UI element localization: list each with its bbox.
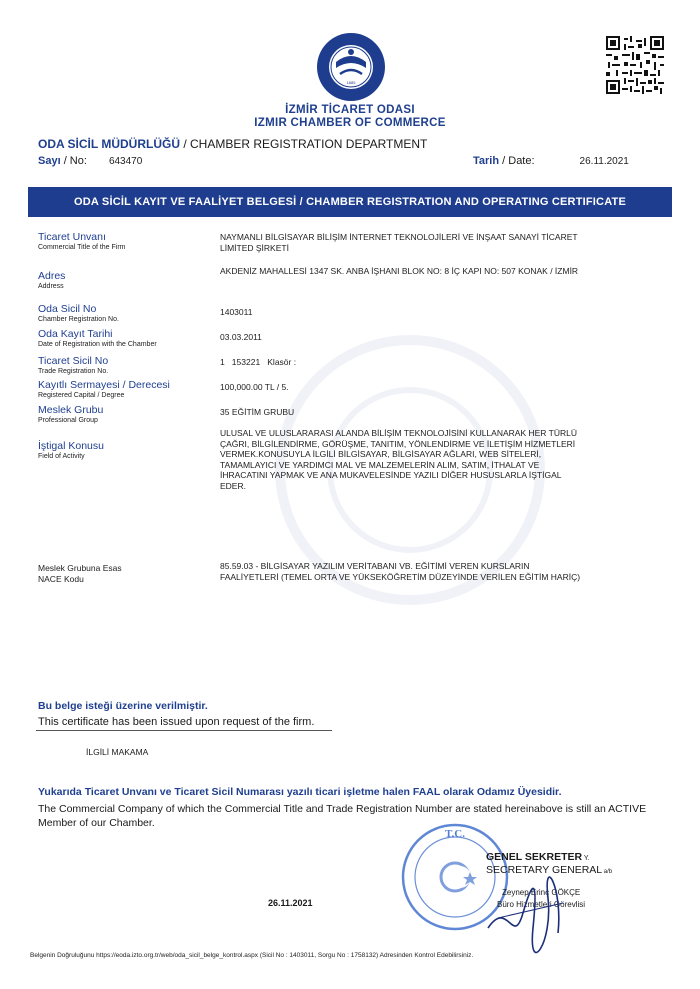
department-tr: ODA SİCİL MÜDÜRLÜĞÜ [38,137,180,151]
sayi-label-en: / No: [60,155,87,167]
label-tr: Oda Sicil No [38,303,97,315]
signer-name: Zeynep Erinç GÖKÇE [502,888,581,897]
title-line-2: LİMİTED ŞİRKETİ [220,242,289,253]
field-label-nace [38,563,122,585]
handwritten-signature-icon [478,858,581,958]
recipient: İLGİLİ MAKAMA [86,747,149,757]
verification-footer: Belgenin Doğruluğunu https://eoda.izto.org.tr/web/oda_sicil_belge_kontrol.aspx (Sicil No : 1403011, Sorgu No : 1758132) Adresinden Kontrol Edebilirsiniz. [30,952,474,959]
divider [36,730,332,731]
field-label-trade-no [38,355,208,377]
certificate-title-banner: ODA SİCİL KAYIT VE FAALİYET BELGESİ / CHAMBER REGISTRATION AND OPERATING CERTIFICATE [28,187,672,217]
stamp-text: T.C. [445,828,465,840]
title-line-1: NAYMANLI BİLGİSAYAR BİLİŞİM İNTERNET TEKNOLOJİLERİ VE İNŞAAT SANAYİ TİCARET [220,232,578,242]
title-tr-suffix: Y. [582,855,590,862]
field-value-capital: 100,000.00 TL / 5. [220,382,289,392]
label-en: Date of Registration with the Chamber [38,341,157,348]
field-label-address [38,270,208,292]
label-tr: Ticaret Sicil No [38,355,109,367]
tarih-label-tr: Tarih [473,155,500,167]
title-en-suffix: a/b [602,869,613,875]
signature-date: 26.11.2021 [268,898,313,908]
field-value-address: AKDENİZ MAHALLESİ 1347 SK. ANBA İŞHANI BLOK NO: 8 İÇ KAPI NO: 507 KONAK / İZMİR [220,266,579,276]
label-en: Address [38,283,64,290]
label-en: Professional Group [38,417,98,424]
label-tr: Ticaret Unvanı [38,231,106,243]
field-label-group [38,404,208,426]
activity-line: TAMAMLAYICI VE YARDIMCI MAL VE MALZEMELERİN ALIM, SATIM, İTHALAT VE [220,459,540,470]
field-value-reg-date: 03.03.2011 [220,332,262,342]
label-en: Chamber Registration No. [38,316,119,323]
title-en: SECRETARY GENERAL [486,864,603,876]
nace-label-line-1: Meslek Grubuna Esas [38,563,122,573]
qr-code-icon [606,36,664,94]
nace-line-2: FAALİYETLERİ (TEMEL ORTA VE YÜKSEKÖĞRETİM DÜZEYİNDE VERİLEN EĞİTİM HARİÇ) [220,571,581,582]
activity-line: İHRACATINI YAPMAK VE ANA MUKAVELESİNDE YAZILI DİĞER HUSUSLARLA İŞTİGAL [220,470,562,480]
department-heading [38,137,427,151]
document-number [38,155,142,168]
chamber-name-en: IZMIR CHAMBER OF COMMERCE [254,117,446,129]
field-label-capital [38,379,208,401]
field-label-chamber-no [38,303,208,325]
label-tr: Oda Kayıt Tarihi [38,328,113,340]
label-tr: Kayıtlı Sermayesi / Derecesi [38,379,170,391]
title-tr: GENEL SEKRETER [486,851,583,863]
field-value-chamber-no: 1403011 [220,307,253,317]
active-statement-en: The Commercial Company of which the Commercial Title and Trade Registration Number are stated hereinabove is still an ACTIVE Member of our Chamber. [38,803,647,829]
sayi-value: 643470 [108,156,143,167]
label-en: Registered Capital / Degree [38,392,125,399]
field-value-trade-no: 1 153221 Klasör : [220,357,297,367]
label-en: Trade Registration No. [38,368,109,375]
tarih-value: 26.11.2021 [579,156,629,167]
activity-line: VERMEK.KONUSUYLA İLGİLİ BİLGİSAYAR, BİLGİSAYAR AĞLARI, WEB SİTELERİ, [220,449,542,459]
activity-line: EDER. [220,480,246,491]
sayi-label-tr: Sayı [38,155,61,167]
label-tr: İştigal Konusu [38,440,104,452]
activity-line: ÇAĞRI, BİLGİLENDİRME, GÖRÜŞME, TANITIM, YÖNLENDİRME VE İLETİŞİM HİZMETLERİ [220,438,576,449]
nace-line-1: 85.59.03 - BİLGİSAYAR YAZILIM VERİTABANI VB. EĞİTİMİ VEREN KURSLARIN [220,561,530,571]
department-en: / CHAMBER REGISTRATION DEPARTMENT [180,137,428,151]
field-value-activity [220,428,665,491]
field-label-reg-date [38,328,208,350]
label-en: Commercial Title of the Firm [38,244,126,251]
document-date [473,155,629,168]
label-en: Field of Activity [38,453,85,460]
request-note-tr: Bu belge isteği üzerine verilmiştir. [38,700,208,712]
field-value-title [220,232,665,253]
tarih-label-en: / Date: [499,155,535,167]
nace-label-line-2: NACE Kodu [38,574,84,584]
izto-logo-icon [316,32,386,102]
label-tr: Meslek Grubu [38,404,104,416]
activity-line: ULUSAL VE ULUSLARARASI ALANDA BİLİŞİM TEKNOLOJİSİNİ KULLANARAK HER TÜRLÜ [220,428,577,438]
field-value-group: 35 EĞİTİM GRUBU [220,407,295,417]
chamber-name-tr: İZMİR TİCARET ODASI [285,104,415,116]
signer-role: Büro Hizmetleri Görevlisi [497,900,586,909]
request-note-en: This certificate has been issued upon request of the firm. [38,716,315,728]
field-value-nace [220,561,665,582]
field-label-title [38,231,208,253]
label-tr: Adres [38,270,66,282]
active-statement-tr: Yukarıda Ticaret Unvanı ve Ticaret Sicil Numarası yazılı ticari işletme halen FAAL olarak Odamız Üyesidir. [38,786,562,798]
svg-text:1885: 1885 [346,80,356,85]
field-label-activity [38,440,208,462]
